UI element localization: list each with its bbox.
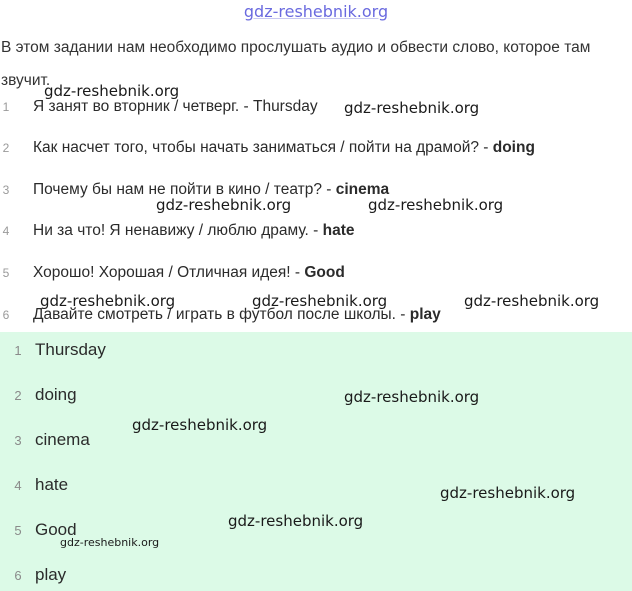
answer-text: Thursday bbox=[35, 340, 106, 359]
watermark: gdz-reshebnik.org bbox=[344, 388, 480, 406]
watermark: gdz-reshebnik.org bbox=[132, 416, 268, 434]
question-text: Хорошо! Хорошая / Отличная идея! - Good bbox=[33, 264, 345, 281]
answer-text: Good bbox=[35, 520, 77, 539]
answer-number: 5 bbox=[14, 523, 22, 538]
watermark: gdz-reshebnik.org bbox=[156, 196, 292, 214]
question-number: 2 bbox=[2, 141, 10, 155]
question-text: Как насчет того, чтобы начать заниматься / пойти на драмой? - doing bbox=[33, 139, 535, 156]
answer-number: 3 bbox=[14, 433, 22, 448]
watermark: gdz-reshebnik.org bbox=[464, 292, 600, 310]
watermark: gdz-reshebnik.org bbox=[344, 99, 480, 117]
question-text: Давайте смотреть / играть в футбол после школы. - play bbox=[33, 306, 441, 323]
question-number: 3 bbox=[2, 183, 10, 197]
answer-text: doing bbox=[35, 385, 77, 404]
answer-text: hate bbox=[35, 475, 69, 494]
answer-number: 4 bbox=[14, 478, 22, 493]
question-number: 1 bbox=[2, 100, 10, 114]
watermark: gdz-reshebnik.org bbox=[60, 536, 160, 549]
question-number: 4 bbox=[2, 224, 10, 238]
watermark: gdz-reshebnik.org bbox=[44, 82, 180, 100]
answer-number: 2 bbox=[14, 388, 22, 403]
site-title-watermark[interactable]: gdz-reshebnik.org bbox=[243, 2, 389, 21]
answer-number: 1 bbox=[14, 343, 22, 358]
question-number: 5 bbox=[2, 266, 10, 280]
answers-panel bbox=[0, 332, 632, 591]
answer-text: play bbox=[35, 565, 67, 584]
question-text: Почему бы нам не пойти в кино / театр? - cinema bbox=[33, 181, 390, 198]
question-number: 6 bbox=[2, 308, 10, 322]
watermark: gdz-reshebnik.org bbox=[40, 292, 176, 310]
task-intro: В этом задании нам необходимо прослушать аудио и обвести слово, которое там звучит. bbox=[1, 39, 591, 89]
question-text: Ни за что! Я ненавижу / люблю драму. - hate bbox=[33, 222, 355, 239]
watermark: gdz-reshebnik.org bbox=[228, 512, 364, 530]
answer-text: cinema bbox=[35, 430, 90, 449]
watermark: gdz-reshebnik.org bbox=[440, 484, 576, 502]
answer-number: 6 bbox=[14, 568, 22, 583]
question-text: Я занят во вторник / четверг. - Thursday bbox=[33, 98, 318, 115]
watermark: gdz-reshebnik.org bbox=[252, 292, 388, 310]
watermark: gdz-reshebnik.org bbox=[368, 196, 504, 214]
